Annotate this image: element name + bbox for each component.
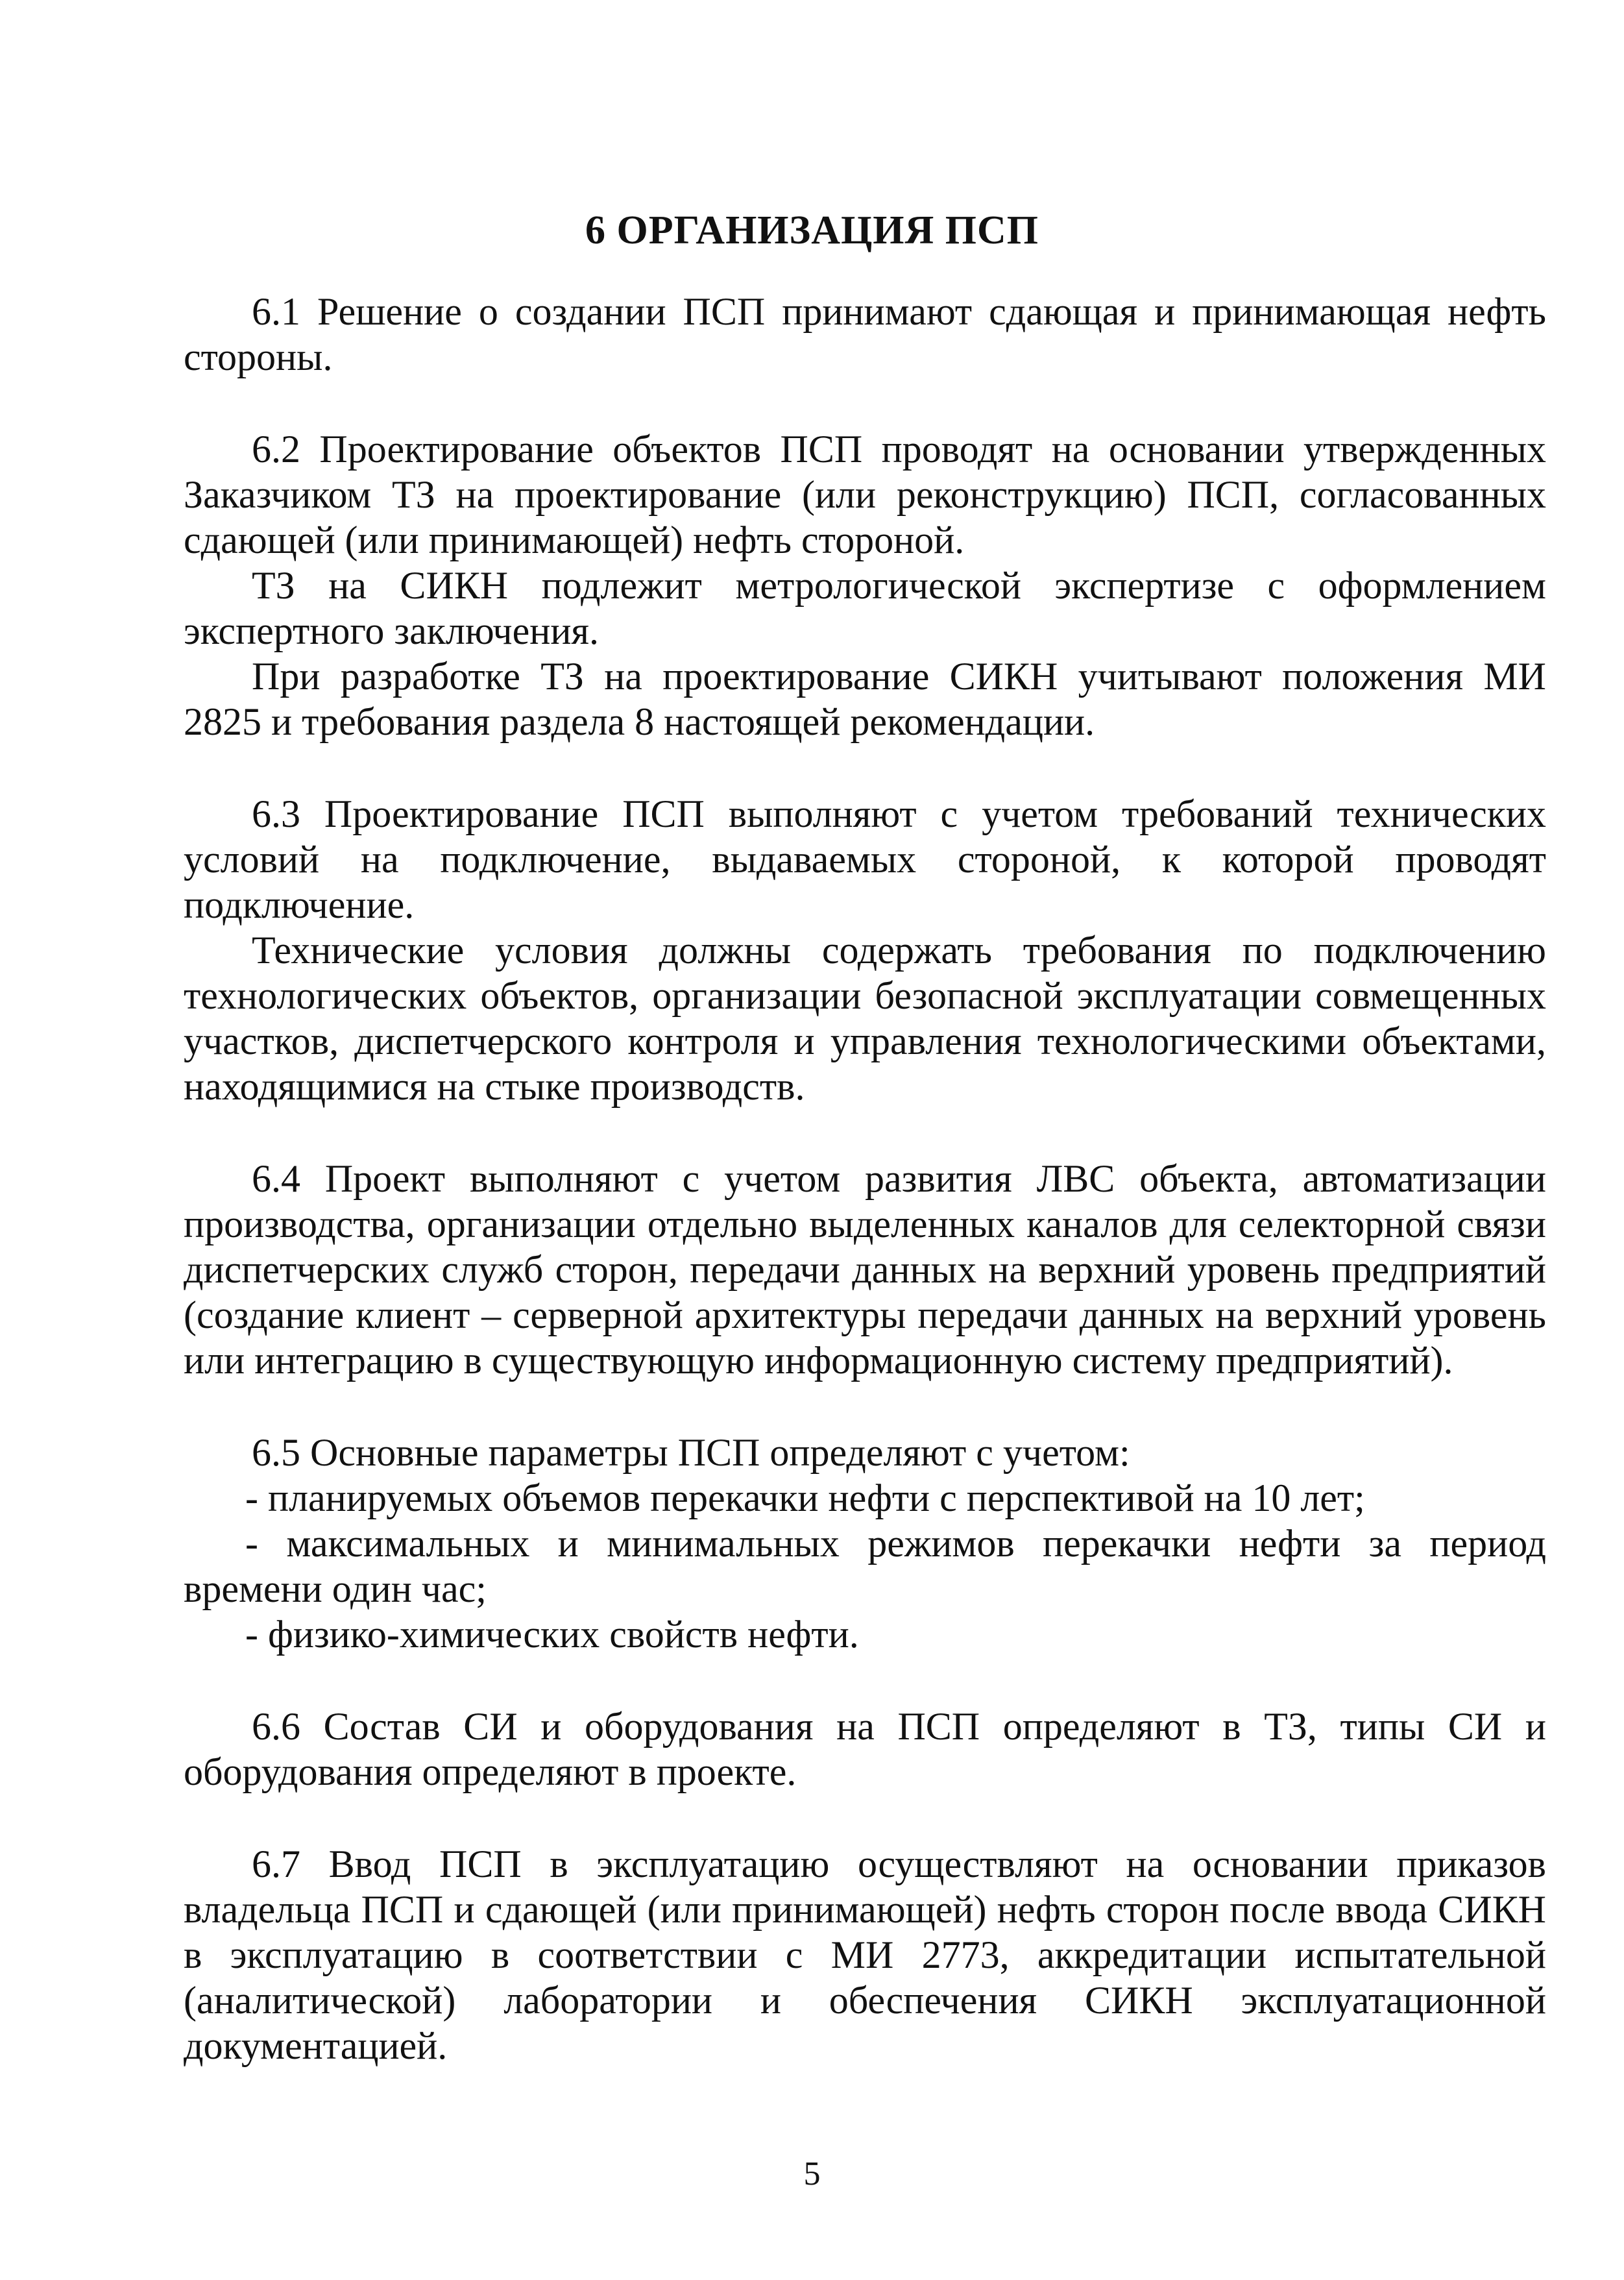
list-item-modes: - максимальных и минимальных режимов перекачки нефти за период времени один час; [184, 1522, 1546, 1610]
paragraph-6-3-conditions: Технические условия должны содержать требования по подключению технологических объектов, организации безопасной эксплуатации совмещенных участков, диспетчерского контроля и управления технологическими объектами, находящимися на стыке производств. [184, 929, 1546, 1108]
section-body [184, 289, 1546, 2068]
list-item-properties: - физико-химических свойств нефти. [245, 1613, 859, 1656]
paragraph-6-6: 6.6 Состав СИ и оборудования на ПСП определяют в ТЗ, типы СИ и оборудования определяют в проекте. [184, 1705, 1546, 1793]
section-title: 6 ОРГАНИЗАЦИЯ ПСП [585, 208, 1039, 252]
paragraph-6-3: 6.3 Проектирование ПСП выполняют с учетом требований технических условий на подключение, выдаваемых стороной, к которой проводят подключение. [184, 792, 1546, 926]
paragraph-6-7: 6.7 Ввод ПСП в эксплуатацию осуществляют на основании приказов владельца ПСП и сдающей (или принимающей) нефть сторон после ввода СИКН в эксплуатацию в соответствии с МИ 2773, аккредитации испытательной (аналитической) лаборатории и обеспечения СИКН эксплуатационной документацией. [184, 1843, 1546, 2067]
paragraph-6-2: 6.2 Проектирование объектов ПСП проводят на основании утвержденных Заказчиком ТЗ на проектирование (или реконструкцию) ПСП, согласованных сдающей (или принимающей) нефть стороной. [184, 428, 1546, 561]
paragraph-6-5: 6.5 Основные параметры ПСП определяют с учетом: [252, 1431, 1130, 1474]
paragraph-6-4: 6.4 Проект выполняют с учетом развития ЛВС объекта, автоматизации производства, организации отдельно выделенных каналов для селекторной связи диспетчерских служб сторон, передачи данных на верхний уровень предприятий (создание клиент – серверной архитектуры передачи данных на верхний уровень или интеграцию в существующую информационную систему предприятий). [184, 1157, 1546, 1382]
paragraph-6-2-development: При разработке ТЗ на проектирование СИКН учитывают положения МИ 2825 и требования раздела 8 настоящей рекомендации. [184, 655, 1546, 743]
list-item-volumes: - планируемых объемов перекачки нефти с перспективой на 10 лет; [245, 1477, 1365, 1519]
page-number: 5 [803, 2155, 821, 2192]
paragraph-6-2-expertise: ТЗ на СИКН подлежит метрологической экспертизе с оформлением экспертного заключения. [184, 564, 1546, 652]
paragraph-6-1: 6.1 Решение о создании ПСП принимают сдающая и принимающая нефть стороны. [184, 290, 1546, 378]
